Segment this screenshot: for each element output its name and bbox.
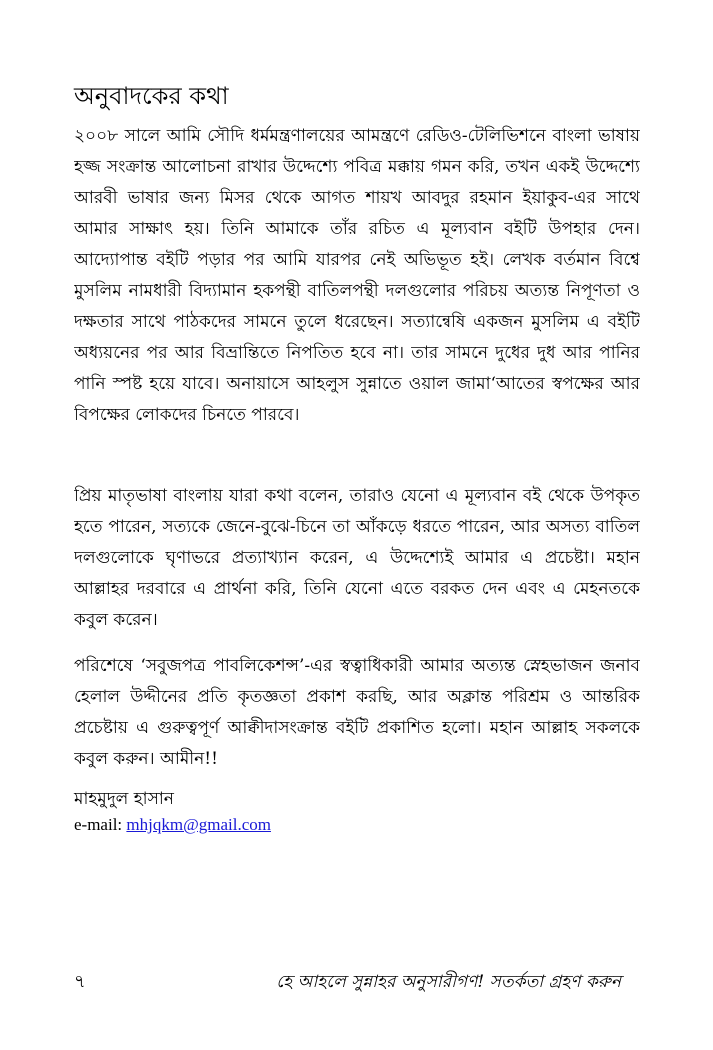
email-link[interactable]: mhjqkm@gmail.com — [126, 815, 271, 834]
page-number: ৭ — [74, 971, 86, 992]
page-title: অনুবাদকের কথা — [74, 82, 229, 110]
email-label: e-mail: — [74, 815, 127, 834]
running-footer-title: হে আহলে সুন্নাহর অনুসারীগণ! সতর্কতা গ্রহণ করুন — [276, 972, 621, 992]
paragraph-purpose: প্রিয় মাতৃভাষা বাংলায় যারা কথা বলেন, তারাও যেনো এ মূল্যবান বই থেকে উপকৃত হতে পারেন, সত্যকে জেনে-বুঝে-চিনে তা আঁকড়ে ধরতে পারেন, আর অসত্য বাতিল দলগুলোকে ঘৃণাভরে প্রত্যাখ্যান করেন, এ উদ্দেশ্যেই আমার এ প্রচেষ্টা। মহান আল্লাহর দরবারে এ প্রার্থনা করি, তিনি যেনো এতে বরকত দেন এবং এ মেহনতকে কবুল করেন। — [74, 486, 640, 630]
paragraph-intro: ২০০৮ সালে আমি সৌদি ধর্মমন্ত্রণালয়ের আমন্ত্রণে রেডিও-টেলিভিশনে বাংলা ভাষায় হজ্জ সংক্রান্ত আলোচনা রাখার উদ্দেশ্যে পবিত্র মক্কায় গমন করি, তখন একই উদ্দেশ্যে আরবী ভাষার জন্য মিসর থেকে আগত শায়খ আবদুর রহমান ইয়াকুব-এর সাথে আমার সাক্ষাৎ হয়। তিনি আমাকে তাঁর রচিত এ মূল্যবান বইটি উপহার দেন। আদ্যোপান্ত বইটি পড়ার পর আমি যারপর নেই অভিভূত হই। লেখক বর্তমান বিশ্বে মুসলিম নামধারী বিদ্যামান হকপন্থী বাতিলপন্থী দলগুলোর পরিচয় অত্যন্ত নিপূণতা ও দক্ষতার সাথে পাঠকদের সামনে তুলে ধরেছেন। সত্যান্বেষি একজন মুসলিম এ বইটি অধ্যয়নের পর আর বিভ্রান্তিতে নিপতিত হবে না। তার সামনে দুধের দুধ আর পানির পানি স্পষ্ট হয়ে যাবে। অনায়াসে আহলুস সুন্নাতে ওয়াল জামা‘আতের স্বপক্ষের আর বিপক্ষের লোকদের চিনতে পারবে। — [74, 126, 640, 425]
author-name: মাহমুদুল হাসান — [74, 789, 174, 809]
paragraph-acknowledgement: পরিশেষে ‘সবুজপত্র পাবলিকেশন্স’-এর স্বত্বাধিকারী আমার অত্যন্ত স্নেহভাজন জনাব হেলাল উদ্দীনের প্রতি কৃতজ্ঞতা প্রকাশ করছি, আর অক্লান্ত পরিশ্রম ও আন্তরিক প্রচেষ্টায় এ গুরুত্বপূর্ণ আক্বীদাসংক্রান্ত বইটি প্রকাশিত হলো। মহান আল্লাহ সকলকে কবুল করুন। আমীন!! — [74, 656, 640, 769]
email-line — [74, 812, 271, 838]
